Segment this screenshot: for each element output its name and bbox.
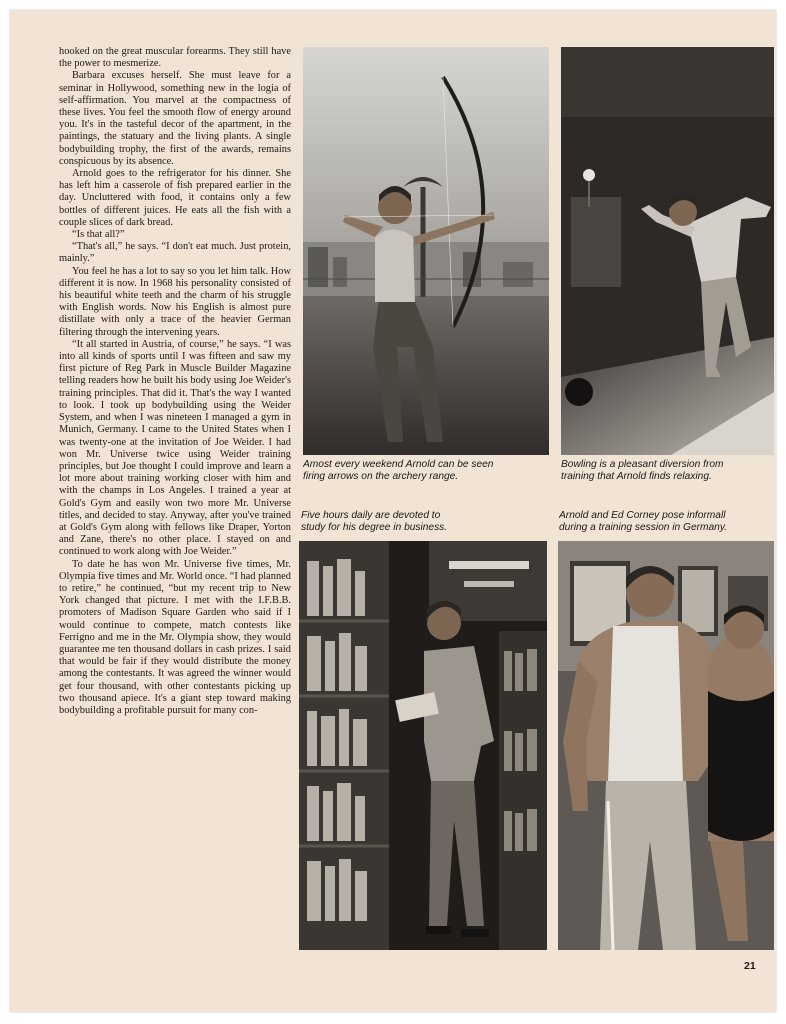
photo-archery (303, 47, 549, 455)
article-paragraph: “That's all,” he says. “I don't eat much. Just protein, mainly.” (59, 241, 291, 265)
caption-library: Five hours daily are devoted to study for his degree in business. (301, 510, 448, 534)
photo-library (299, 541, 547, 950)
article-paragraph: hooked on the great muscular forearms. They still have the power to mesmerize. (59, 46, 291, 70)
magazine-page (10, 10, 776, 1012)
caption-archery: Amost every weekend Arnold can be seen firing arrows on the archery range. (303, 459, 494, 483)
article-paragraph: “Is that all?” (72, 229, 125, 241)
caption-bowling: Bowling is a pleasant diversion from training that Arnold finds relaxing. (561, 459, 724, 483)
article-paragraph: Barbara excuses herself. She must leave for a seminar in Hollywood, something new in the logia of self-affirmation. You marvel at the compactness of these lives. You feel the smooth flow of energy around you. It's in the tasteful decor of the apartment, in the paintings, the statuary and the living plants. A single bodybuilding trophy, the first of the awards, remains conspicuous by its absence. (59, 70, 291, 167)
article-paragraph: “It all started in Austria, of course,” he says. “I was into all kinds of sports until I was fifteen and saw my first picture of Reg Park in Muscle Builder Magazine telling readers how he built his body using Joe Weider's training principles. That did it. That's the way I wanted to look. I took up bodybuilding using the Weider System, and when I was nineteen I managed a gym in Munich, Germany. I came to the United States when I was twenty-one at the invitation of Joe Weider. I had won Mr. Universe twice using Weider training principles, but Joe thought I could improve and learn a lot more about training working closer with him and with the champs in Los Angeles. I trained a year at Gold's Gym and easily won two more Mr. Universe titles, and decided to stay. Anyway, after you've trained at Gold's Gym along with fellows like Draper, Yorton and Zane, there's no other place. I stayed on and continued to work along with Joe Weider.” (59, 338, 291, 558)
article-paragraph: To date he has won Mr. Universe five times, Mr. Olympia five times and Mr. World once. “I had planned to retire,” he continued, “but my recent trip to New York changed that picture. I met with the I.F.B.B. promoters of Madison Square Garden who said if I would continue to compete, match contests like Ferrigno and me in the Mr. Olympia show, they would guarantee me ten thousand dollars in cash prizes. I said that would be fair if they would distribute the money among the contestants. It was agreed the winner would get four thousand, with other contestants picking up two thousand apiece. It's a giant step toward making bodybuilding a profitable pursuit for many con- (59, 558, 291, 716)
photo-posing (558, 541, 774, 950)
photo-bowling (561, 47, 774, 455)
page-number: 21 (744, 960, 756, 972)
article-paragraph: Arnold goes to the refrigerator for his dinner. She has left him a casserole of fish prepared earlier in the day. Uncluttered with food, it contains only a few bottles of different juices. He eats all the fish with a couple slices of dark bread. (59, 168, 291, 228)
article-text-column (59, 46, 291, 966)
article-paragraph: You feel he has a lot to say so you let him talk. How different it is now. In 1968 his personality consisted of his beautiful white teeth and the charm of his struggle with English words. Now his English is almost pure distillate with only a trace of the heavier German filtering through the intervening years. (59, 265, 291, 338)
caption-posing: Arnold and Ed Corney pose informall during a training session in Germany. (559, 510, 727, 534)
